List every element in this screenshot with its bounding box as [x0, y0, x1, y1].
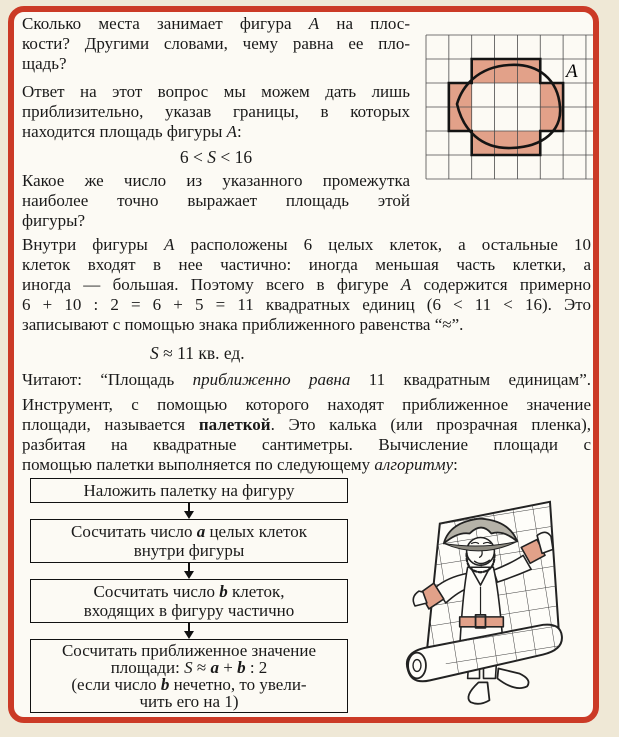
figure-a-reference: A	[308, 14, 320, 33]
paragraph-palette-definition: Инструмент, с помощью которого находят приближенное значение площади, называется палеткой. Это калька (или прозрачная пленка), разбитая на квадратные сантиметры. Вычисление площади с помощью палетки выполняется по следующему алгоритму:	[22, 395, 592, 474]
step-box-3: Сосчитать число b клеток, входящих в фигуру частично	[30, 579, 348, 623]
variable-s: S	[184, 658, 193, 677]
step-box-2: Сосчитать число a целых клеток внутри фигуры	[30, 519, 348, 563]
flow-arrow-down-icon	[30, 623, 348, 639]
intro-section	[22, 14, 591, 231]
paletka-cartoon-illustration	[384, 472, 582, 723]
grid-lines	[426, 35, 599, 179]
variable-a: a	[196, 522, 206, 541]
paletka-cartoon-svg	[384, 472, 582, 723]
variable-b: b	[160, 675, 170, 694]
bounds-formula: 6 < S < 16	[179, 147, 253, 167]
paragraph-area-question: Сколько места занимает фигура A на плос- кости? Другими словами, чему равна ее пло- щадь?	[22, 14, 410, 73]
figure-a-reference: A	[226, 122, 238, 141]
paragraph-approximate-answer: Ответ на этот вопрос мы можем дать лишь приблизительно, указав границы, в которых находится площадь фигуры A:	[22, 82, 410, 141]
explanation-section	[22, 235, 591, 475]
flow-arrow-down-icon	[30, 563, 348, 579]
intro-text-column	[22, 14, 410, 231]
variable-b: b	[219, 582, 228, 601]
term-algorithm: алгоритму	[374, 455, 454, 474]
flow-arrow-down-icon	[30, 503, 348, 519]
roll-spiral	[408, 653, 426, 679]
textbook-page	[8, 6, 599, 723]
grid-figure-svg	[415, 26, 599, 188]
variable-a: a	[210, 658, 219, 677]
figure-a-reference: A	[400, 275, 412, 294]
paragraph-reading-note: Читают: “Площадь приближенно равна 11 квадратным единицам”.	[22, 370, 591, 389]
paragraph-cell-counting: Внутри фигуры A расположены 6 целых клеток, а остальные 10 клеток входят в нее частично: иногда меньшая часть клетки, а иногда — большая. Поэтому всего в фигуре A содержится примерно 6 + 10 : 2 = 6 + 5 = 11 квадратных единиц (6 < 11 < 16). Это записывают с помощью знака приближенного равенства “≈”.	[22, 235, 591, 334]
figure-label-a: A	[566, 61, 578, 82]
algorithm-section	[22, 478, 591, 723]
variable-b: b	[237, 658, 246, 677]
step-box-4: Сосчитать приближенное значение площади: S ≈ a + b : 2 (если число b нечетно, то увели- чить его на 1)	[30, 639, 348, 713]
approx-area-formula: S ≈ 11 кв. ед.	[150, 343, 245, 363]
grid-figure	[415, 26, 599, 231]
term-paletka: палеткой	[198, 415, 271, 434]
figure-a-reference: A	[163, 235, 175, 254]
algorithm-flowchart	[30, 478, 348, 723]
paragraph-precision-question: Какое же число из указанного промежутка наиболее точно выражает площадь этой фигуры?	[22, 171, 410, 230]
step-box-1: Наложить палетку на фигуру	[30, 478, 348, 503]
